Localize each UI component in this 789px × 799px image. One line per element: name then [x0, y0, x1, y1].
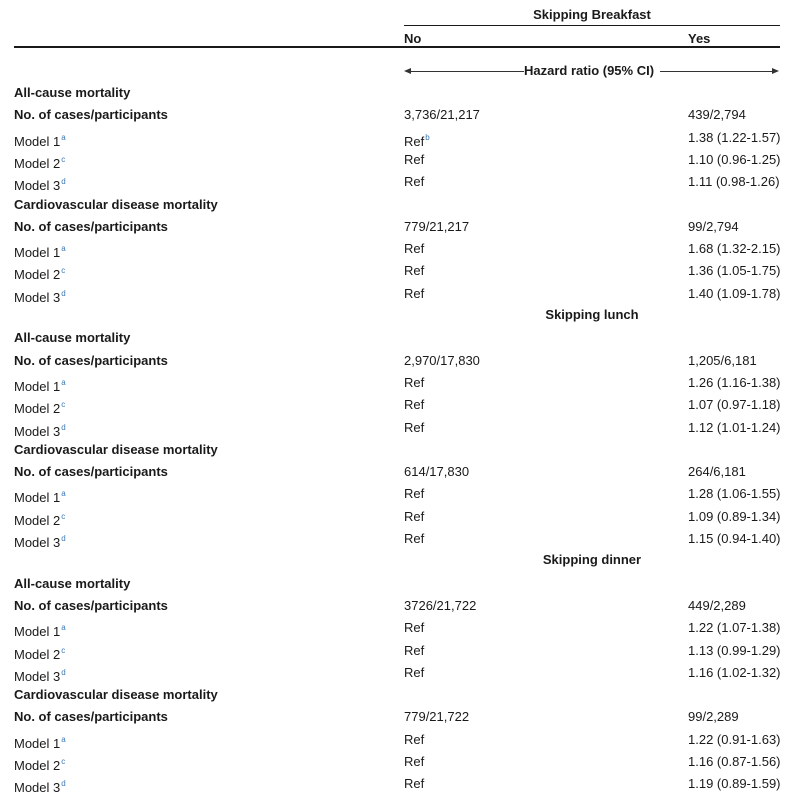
arrow-line-left — [410, 71, 524, 72]
cell-text: Ref — [404, 620, 425, 636]
footnote-marker: a — [61, 734, 66, 744]
cases-label: No. of cases/participants — [14, 709, 168, 725]
model-yes-value: 1.26 (1.16-1.38) — [688, 374, 781, 390]
cases-yes-value: 99/2,794 — [688, 218, 739, 234]
cell-text: Ref — [404, 133, 425, 149]
cases-no-value: 3726/21,722 — [404, 597, 477, 613]
model-label — [14, 486, 66, 506]
model-no-value — [404, 375, 424, 391]
cell-text: Model 2 — [14, 155, 61, 171]
cell-text: Ref — [404, 776, 425, 792]
model-yes-value: 1.68 (1.32-2.15) — [688, 241, 781, 257]
cell-text: Model 3 — [14, 535, 61, 550]
model-no-value — [404, 397, 424, 413]
column-header-no: No — [404, 31, 422, 46]
model-no-value — [404, 754, 424, 770]
cases-no-value: 2,970/17,830 — [404, 352, 480, 368]
footnote-marker: d — [61, 667, 66, 677]
model-label — [14, 732, 66, 752]
model-yes-value: 1.19 (0.89-1.59) — [688, 776, 781, 792]
model-yes-value: 1.22 (0.91-1.63) — [688, 731, 781, 747]
cell-text: Model 1 — [14, 735, 61, 751]
model-label — [14, 130, 66, 150]
model-yes-value: 1.13 (0.99-1.29) — [688, 642, 781, 658]
cases-yes-value: 99/2,289 — [688, 709, 739, 725]
model-yes-value: 1.15 (0.94-1.40) — [688, 531, 781, 546]
cell-text: Ref — [404, 664, 425, 680]
model-label — [14, 375, 66, 395]
cases-yes-value: 449/2,289 — [688, 597, 746, 613]
model-yes-value: 1.16 (0.87-1.56) — [688, 754, 781, 769]
model-no-value — [404, 420, 424, 436]
model-no-value — [404, 241, 424, 257]
model-yes-value: 1.40 (1.09-1.78) — [688, 285, 781, 301]
hazard-ratio-label: Hazard ratio (95% CI) — [524, 63, 655, 78]
outcome-heading: Cardiovascular disease mortality — [14, 441, 218, 457]
cell-text: Model 3 — [14, 423, 61, 439]
cell-text: Model 3 — [14, 780, 61, 796]
model-no-value — [404, 263, 424, 279]
cell-text: Ref — [404, 174, 425, 190]
outcome-heading: Cardiovascular disease mortality — [14, 196, 218, 212]
cell-text: Ref — [404, 263, 425, 279]
footnote-marker: a — [61, 623, 66, 633]
model-no-value — [404, 665, 424, 681]
cases-yes-value: 264/6,181 — [688, 464, 746, 480]
model-yes-value: 1.10 (0.96-1.25) — [688, 151, 781, 167]
model-label — [14, 620, 66, 640]
header-rule — [14, 46, 780, 48]
cell-text: Model 2 — [14, 512, 61, 528]
model-yes-value: 1.07 (0.97-1.18) — [688, 397, 781, 413]
footnote-marker: c — [61, 400, 66, 410]
arrow-line-right — [660, 71, 772, 72]
cases-yes-value: 1,205/6,181 — [688, 352, 757, 368]
cases-label: No. of cases/participants — [14, 218, 168, 234]
outcome-heading: All-cause mortality — [14, 575, 131, 591]
model-label — [14, 531, 66, 551]
footnote-marker: d — [61, 422, 66, 432]
cell-text: Ref — [404, 486, 425, 502]
model-yes-value: 1.22 (1.07-1.38) — [688, 620, 781, 636]
model-no-value — [404, 643, 424, 659]
model-label — [14, 665, 66, 685]
model-yes-value: 1.12 (1.01-1.24) — [688, 419, 781, 435]
footnote-marker: c — [61, 266, 66, 276]
model-label — [14, 776, 66, 796]
model-label — [14, 286, 66, 306]
model-label — [14, 174, 66, 194]
model-label — [14, 754, 65, 774]
model-no-value — [404, 486, 424, 502]
footnote-marker: d — [61, 779, 66, 789]
model-no-value — [404, 130, 430, 150]
footnote-marker: a — [61, 377, 66, 387]
cases-no-value: 779/21,722 — [404, 709, 470, 725]
cell-text: Ref — [404, 531, 425, 546]
model-no-value — [404, 531, 424, 547]
cell-text: Model 2 — [14, 401, 61, 417]
cell-text: Ref — [404, 151, 425, 167]
cases-label: No. of cases/participants — [14, 107, 168, 123]
cell-text: Model 3 — [14, 289, 61, 305]
cell-text: Ref — [404, 241, 425, 257]
cases-yes-value: 439/2,794 — [688, 107, 746, 123]
cell-text: Model 3 — [14, 178, 61, 194]
model-label — [14, 152, 65, 172]
footnote-marker: d — [61, 288, 66, 298]
cell-text: Ref — [404, 419, 425, 435]
model-no-value — [404, 509, 424, 525]
model-label — [14, 509, 65, 529]
cell-text: Model 3 — [14, 668, 61, 684]
model-no-value — [404, 152, 424, 168]
footnote-marker: d — [61, 177, 66, 187]
cell-text: Model 1 — [14, 378, 61, 394]
cell-text: Ref — [404, 285, 425, 301]
cases-no-value: 614/17,830 — [404, 464, 470, 480]
cases-label: No. of cases/participants — [14, 464, 168, 480]
footnote-marker: b — [425, 132, 430, 142]
model-label — [14, 263, 65, 283]
group-title-rule — [404, 25, 780, 26]
footnote-marker: c — [61, 645, 66, 655]
cell-text: Model 2 — [14, 646, 61, 662]
outcome-heading: Cardiovascular disease mortality — [14, 687, 218, 703]
model-yes-value: 1.36 (1.05-1.75) — [688, 263, 781, 279]
footnote-marker: a — [61, 132, 66, 142]
column-header-yes: Yes — [688, 31, 711, 46]
footnote-marker: c — [61, 511, 66, 521]
cell-text: Model 1 — [14, 624, 61, 640]
footnote-marker: d — [61, 534, 66, 543]
cell-text: Ref — [404, 642, 425, 658]
cell-text: Model 1 — [14, 490, 61, 506]
arrow-right-icon — [772, 68, 779, 74]
footnote-marker: a — [61, 244, 66, 254]
cell-text: Model 2 — [14, 267, 61, 283]
cell-text: Ref — [404, 754, 425, 769]
footnote-marker: a — [61, 489, 66, 499]
table-group-title: Skipping Breakfast — [533, 7, 651, 22]
outcome-heading: All-cause mortality — [14, 85, 131, 100]
cell-text: Ref — [404, 397, 425, 413]
outcome-heading: All-cause mortality — [14, 330, 131, 346]
cell-text: Model 1 — [14, 133, 61, 149]
cell-text: Model 1 — [14, 245, 61, 261]
model-label — [14, 643, 65, 663]
model-yes-value: 1.11 (0.98-1.26) — [688, 174, 780, 190]
section-title: Skipping lunch — [545, 307, 639, 322]
model-no-value — [404, 776, 424, 792]
model-label — [14, 397, 65, 417]
footnote-marker: c — [61, 757, 66, 766]
model-label — [14, 241, 66, 261]
model-no-value — [404, 732, 424, 748]
model-yes-value: 1.38 (1.22-1.57) — [688, 129, 781, 145]
cases-label: No. of cases/participants — [14, 352, 168, 368]
cases-label: No. of cases/participants — [14, 597, 168, 613]
cell-text: Ref — [404, 374, 425, 390]
cell-text: Ref — [404, 731, 425, 747]
footnote-marker: c — [61, 154, 66, 164]
cases-no-value: 3,736/21,217 — [404, 107, 480, 123]
model-yes-value: 1.28 (1.06-1.55) — [688, 486, 781, 502]
model-label — [14, 420, 66, 440]
section-title: Skipping dinner — [542, 552, 642, 568]
cases-no-value: 779/21,217 — [404, 218, 470, 234]
model-no-value — [404, 286, 424, 302]
model-no-value — [404, 174, 424, 190]
model-no-value — [404, 620, 424, 636]
model-yes-value: 1.09 (0.89-1.34) — [688, 508, 781, 524]
model-yes-value: 1.16 (1.02-1.32) — [688, 664, 781, 680]
cell-text: Ref — [404, 508, 425, 524]
cell-text: Model 2 — [14, 758, 61, 773]
